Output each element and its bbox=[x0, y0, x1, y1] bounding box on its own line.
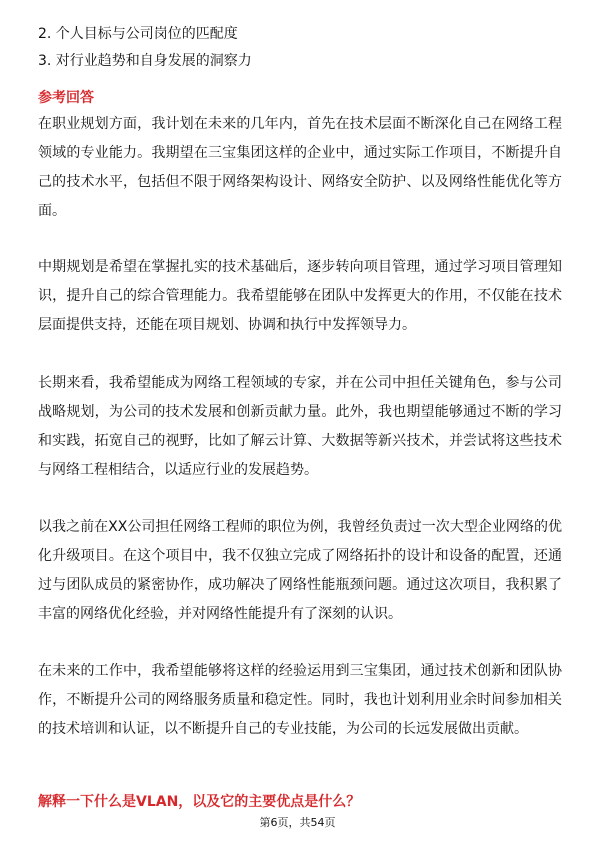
page-footer: 第6页，共54页 bbox=[259, 816, 336, 829]
scoring-criteria-list bbox=[38, 21, 558, 75]
next-question-heading: 解释一下什么是VLAN，以及它的主要优点是什么？ bbox=[38, 794, 361, 810]
reference-answer-heading: 参考回答 bbox=[38, 90, 94, 106]
criteria-item: 3. 对行业趋势和自身发展的洞察力 bbox=[38, 53, 252, 69]
answer-paragraph: 长期来看，我希望能成为网络工程领域的专家，并在公司中担任关键角色，参与公司战略规划，为公司的技术发展和创新贡献力量。此外，我也期望能够通过不断的学习和实践，拓宽自己的视野，比如了解云计算、大数据等新兴技术，并尝试将这些技术与网络工程相结合，以适应行业的发展趋势。 bbox=[38, 375, 562, 478]
answer-paragraph: 在职业规划方面，我计划在未来的几年内，首先在技术层面不断深化自己在网络工程领域的专业能力。我期望在三宝集团这样的企业中，通过实际工作项目，不断提升自己的技术水平，包括但不限于网络架构设计、网络安全防护、以及网络性能优化等方面。 bbox=[38, 116, 562, 219]
answer-paragraph: 中期规划是希望在掌握扎实的技术基础后，逐步转向项目管理，通过学习项目管理知识，提升自己的综合管理能力。我希望能够在团队中发挥更大的作用，不仅能在技术层面提供支持，还能在项目规划、协调和执行中发挥领导力。 bbox=[38, 259, 562, 333]
criteria-item: 2. 个人目标与公司岗位的匹配度 bbox=[38, 26, 238, 42]
answer-paragraph: 在未来的工作中，我希望能够将这样的经验运用到三宝集团，通过技术创新和团队协作，不断提升公司的网络服务质量和稳定性。同时，我也计划利用业余时间参加相关的技术培训和认证，以不断提升自己的专业技能，为公司的长远发展做出贡献。 bbox=[38, 663, 562, 737]
answer-paragraph: 以我之前在XX公司担任网络工程师的职位为例，我曾经负责过一次大型企业网络的优化升级项目。在这个项目中，我不仅独立完成了网络拓扑的设计和设备的配置，还通过与团队成员的紧密协作，成功解决了网络性能瓶颈问题。通过这次项目，我积累了丰富的网络优化经验，并对网络性能提升有了深刻的认识。 bbox=[38, 519, 562, 622]
